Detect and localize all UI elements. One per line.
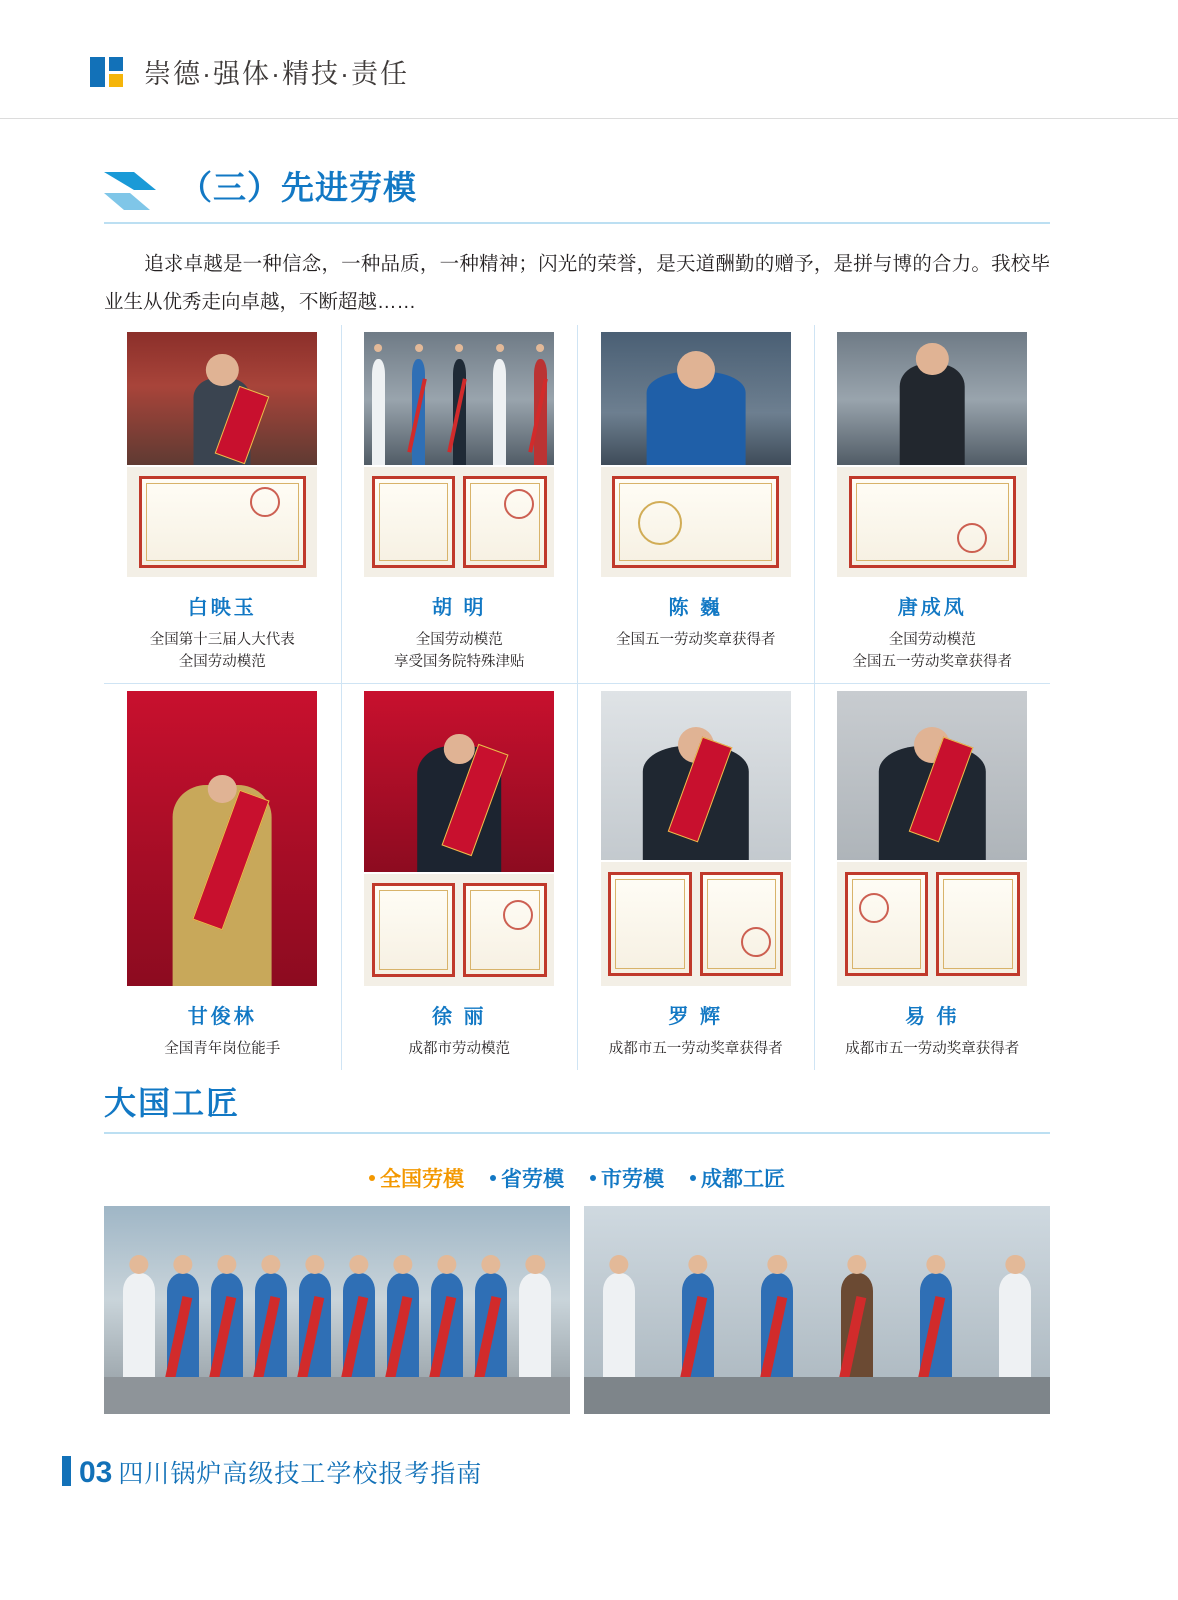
craftsman-divider — [104, 1132, 1050, 1134]
group-photo-left — [104, 1206, 570, 1414]
model-card-1 — [341, 325, 578, 683]
model-card-4 — [104, 684, 341, 1070]
model-name: 甘俊林 — [187, 1006, 257, 1028]
page-header — [90, 52, 409, 91]
grid-row — [104, 683, 1050, 1070]
craftsman-tag-3 — [690, 1163, 785, 1193]
award-ceremony-photo — [127, 332, 317, 577]
model-desc: 全国劳动模范 全国五一劳动奖章获得者 — [852, 632, 1012, 670]
model-name: 易 伟 — [904, 1006, 960, 1028]
header-divider — [0, 118, 1178, 119]
header-slogan: 崇德·强体·精技·责任 — [144, 59, 409, 89]
grid-row — [104, 325, 1050, 683]
model-desc: 成都市五一劳动奖章获得者 — [608, 1041, 783, 1057]
footer-title: 四川锅炉高级技工学校报考指南 — [118, 1460, 483, 1488]
craftsman-title: 大国工匠 — [104, 1085, 241, 1121]
model-name: 徐 丽 — [431, 1006, 487, 1028]
model-desc: 成都市劳动模范 — [408, 1041, 510, 1057]
bullet-dot-icon — [490, 1175, 496, 1181]
model-card-3 — [814, 325, 1051, 683]
craftsman-tag-label: 市劳模 — [601, 1168, 664, 1191]
hall-portrait-photo — [837, 332, 1027, 577]
model-card-0 — [104, 325, 341, 683]
red-backdrop-portrait-photo — [364, 691, 554, 986]
model-card-2 — [577, 325, 814, 683]
bullet-dot-icon — [369, 1175, 375, 1181]
model-name: 胡 明 — [431, 597, 487, 619]
studio-portrait-photo — [601, 691, 791, 986]
group-photo-right — [584, 1206, 1050, 1414]
craftsman-tag-2 — [590, 1163, 664, 1193]
footer-accent-bar — [62, 1456, 71, 1486]
model-name: 唐成凤 — [897, 597, 967, 619]
model-card-6 — [577, 684, 814, 1070]
craftsman-tag-label: 全国劳模 — [380, 1168, 464, 1191]
bullet-dot-icon — [690, 1175, 696, 1181]
page-title: （三）先进劳模 — [179, 169, 417, 206]
model-desc: 全国劳动模范 享受国务院特殊津贴 — [394, 632, 525, 670]
logo-squares-icon — [90, 53, 128, 91]
model-name: 白映玉 — [187, 597, 257, 619]
craftsman-tag-list — [104, 1163, 1050, 1193]
bullet-dot-icon — [590, 1175, 596, 1181]
workshop-portrait-photo — [601, 332, 791, 577]
model-worker-grid — [104, 325, 1050, 1070]
model-desc: 成都市五一劳动奖章获得者 — [845, 1041, 1020, 1057]
model-card-7 — [814, 684, 1051, 1070]
intro-paragraph — [104, 245, 1050, 321]
red-backdrop-portrait-photo — [127, 691, 317, 986]
award-ceremony-photo — [364, 332, 554, 577]
model-desc: 全国青年岗位能手 — [164, 1041, 281, 1057]
model-desc: 全国五一劳动奖章获得者 — [616, 632, 776, 648]
section-title-divider — [104, 222, 1050, 224]
section-title-block — [104, 162, 1054, 224]
model-desc: 全国第十三届人大代表 全国劳动模范 — [149, 632, 295, 670]
model-name: 陈 巍 — [668, 597, 724, 619]
page-number: 03 — [79, 1456, 113, 1489]
model-name: 罗 辉 — [668, 1006, 724, 1028]
model-card-5 — [341, 684, 578, 1070]
double-arrow-icon — [104, 170, 166, 212]
craftsman-tag-1 — [490, 1163, 564, 1193]
craftsman-photo-row — [104, 1206, 1050, 1414]
page-footer — [62, 1452, 482, 1490]
craftsman-tag-label: 成都工匠 — [701, 1168, 785, 1191]
intro-text: 追求卓越是一种信念，一种品质，一种精神；闪光的荣誉，是天道酬勤的赠予，是拼与博的合力。我校毕业生从优秀走向卓越，不断超越…… — [104, 253, 1050, 313]
craftsman-tag-0 — [369, 1163, 464, 1193]
craftsman-tag-label: 省劳模 — [501, 1168, 564, 1191]
studio-portrait-photo — [837, 691, 1027, 986]
